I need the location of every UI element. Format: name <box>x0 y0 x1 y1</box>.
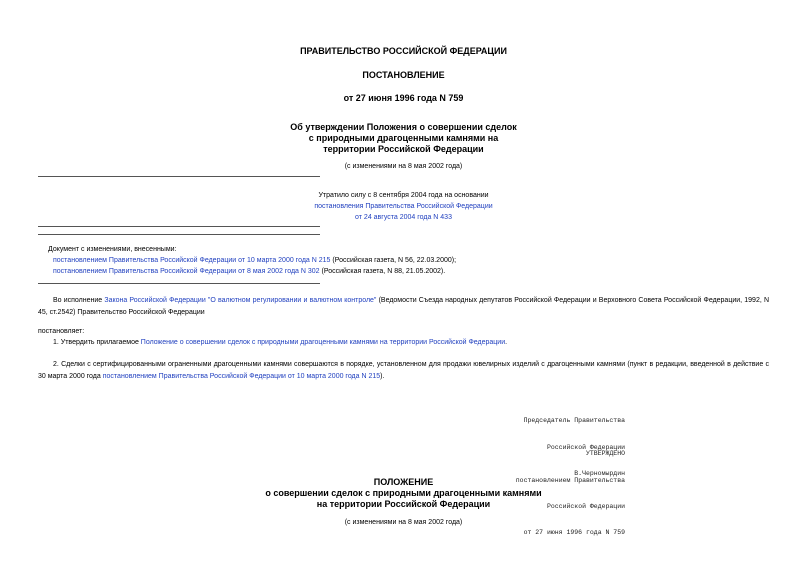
item-2-text: ). <box>380 373 385 380</box>
amendment-source: (Российская газета, N 88, 21.05.2002). <box>319 268 446 275</box>
item-1-text: 1. Утвердить прилагаемое <box>53 339 141 346</box>
regulation-link[interactable]: Положение о совершении сделок с природными драгоценными камнями на территории Российской Федерации <box>140 339 506 346</box>
document-title-line: Об утверждении Положения о совершении сделок <box>290 122 517 132</box>
document-title-line: с природными драгоценными камнями на <box>308 133 499 143</box>
approved-line: постановлением Правительства <box>515 476 625 484</box>
preamble-paragraph <box>38 295 769 319</box>
approved-line: УТВЕРЖДЕНО <box>585 450 625 458</box>
document-date-number: от 27 июня 1996 года N 759 <box>343 93 464 103</box>
item-1-text: . <box>505 339 508 346</box>
separator-line <box>38 283 320 284</box>
amendment-ref-link[interactable]: постановлением Правительства Российской Федерации от 10 марта 2000 года N 215 <box>102 373 381 380</box>
document-title-line: территории Российской Федерации <box>323 144 484 154</box>
government-heading: ПРАВИТЕЛЬСТВО РОССИЙСКОЙ ФЕДЕРАЦИИ <box>300 46 507 56</box>
approved-line: от 27 июня 1996 года N 759 <box>523 528 625 536</box>
regulation-title-line: на территории Российской Федерации <box>316 499 491 509</box>
regulation-title-line: ПОЛОЖЕНИЕ <box>373 477 434 487</box>
expired-link[interactable]: постановления Правительства Российской Федерации <box>314 203 493 210</box>
item-2-text: 2. Сделки с сертифицированными ограненными драгоценными камнями совершаются в порядке, установленном для продажи ювелирных изделий с драгоценными камнями (пункт в редакции, введенной в действие с 30 марта 2000 года <box>38 361 769 380</box>
signature-line: В.Черномырдин <box>574 469 625 477</box>
amendments-intro: Документ с изменениями, внесенными: <box>48 246 177 253</box>
decree-word: постановляет: <box>38 328 85 335</box>
regulation-amended-note: (с изменениями на 8 мая 2002 года) <box>344 519 463 526</box>
amendment-item <box>53 257 456 264</box>
amendment-link[interactable]: постановлением Правительства Российской Федерации от 8 мая 2002 года N 302 <box>53 268 320 275</box>
signature-line: Российской Федерации <box>546 443 625 451</box>
expired-link[interactable]: от 24 августа 2004 года N 433 <box>355 214 452 221</box>
separator-line <box>38 226 320 227</box>
amended-note: (с изменениями на 8 мая 2002 года) <box>344 163 463 170</box>
item-2-paragraph <box>38 359 769 383</box>
expired-text: Утратило силу с 8 сентября 2004 года на основании <box>318 192 489 199</box>
signature-line: Председатель Правительства <box>523 417 625 425</box>
regulation-title-line: о совершении сделок с природными драгоценными камнями <box>265 488 542 498</box>
amendment-item <box>53 268 445 275</box>
expired-notice <box>0 190 807 223</box>
separator-line <box>38 234 320 235</box>
approved-line: Российской Федерации <box>546 502 625 510</box>
separator-line <box>38 176 320 177</box>
regulation-title <box>0 477 807 510</box>
document-type: ПОСТАНОВЛЕНИЕ <box>362 70 445 80</box>
amendment-link[interactable]: постановлением Правительства Российской Федерации от 10 марта 2000 года N 215 <box>53 257 331 264</box>
preamble-text: (Ведомости Съезда народных депутатов Российской Федерации и Верховного Совета Российской Федерации, 1992, N 45, ст.2542) Правительство Российской Федерации <box>38 297 769 316</box>
item-1-paragraph <box>53 337 507 349</box>
preamble-text: Во исполнение <box>53 297 105 304</box>
law-link[interactable]: Закона Российской Федерации "О валютном регулировании и валютном контроле" <box>104 297 377 304</box>
document-title <box>0 122 807 155</box>
amendment-source: (Российская газета, N 56, 22.03.2000); <box>330 257 457 264</box>
